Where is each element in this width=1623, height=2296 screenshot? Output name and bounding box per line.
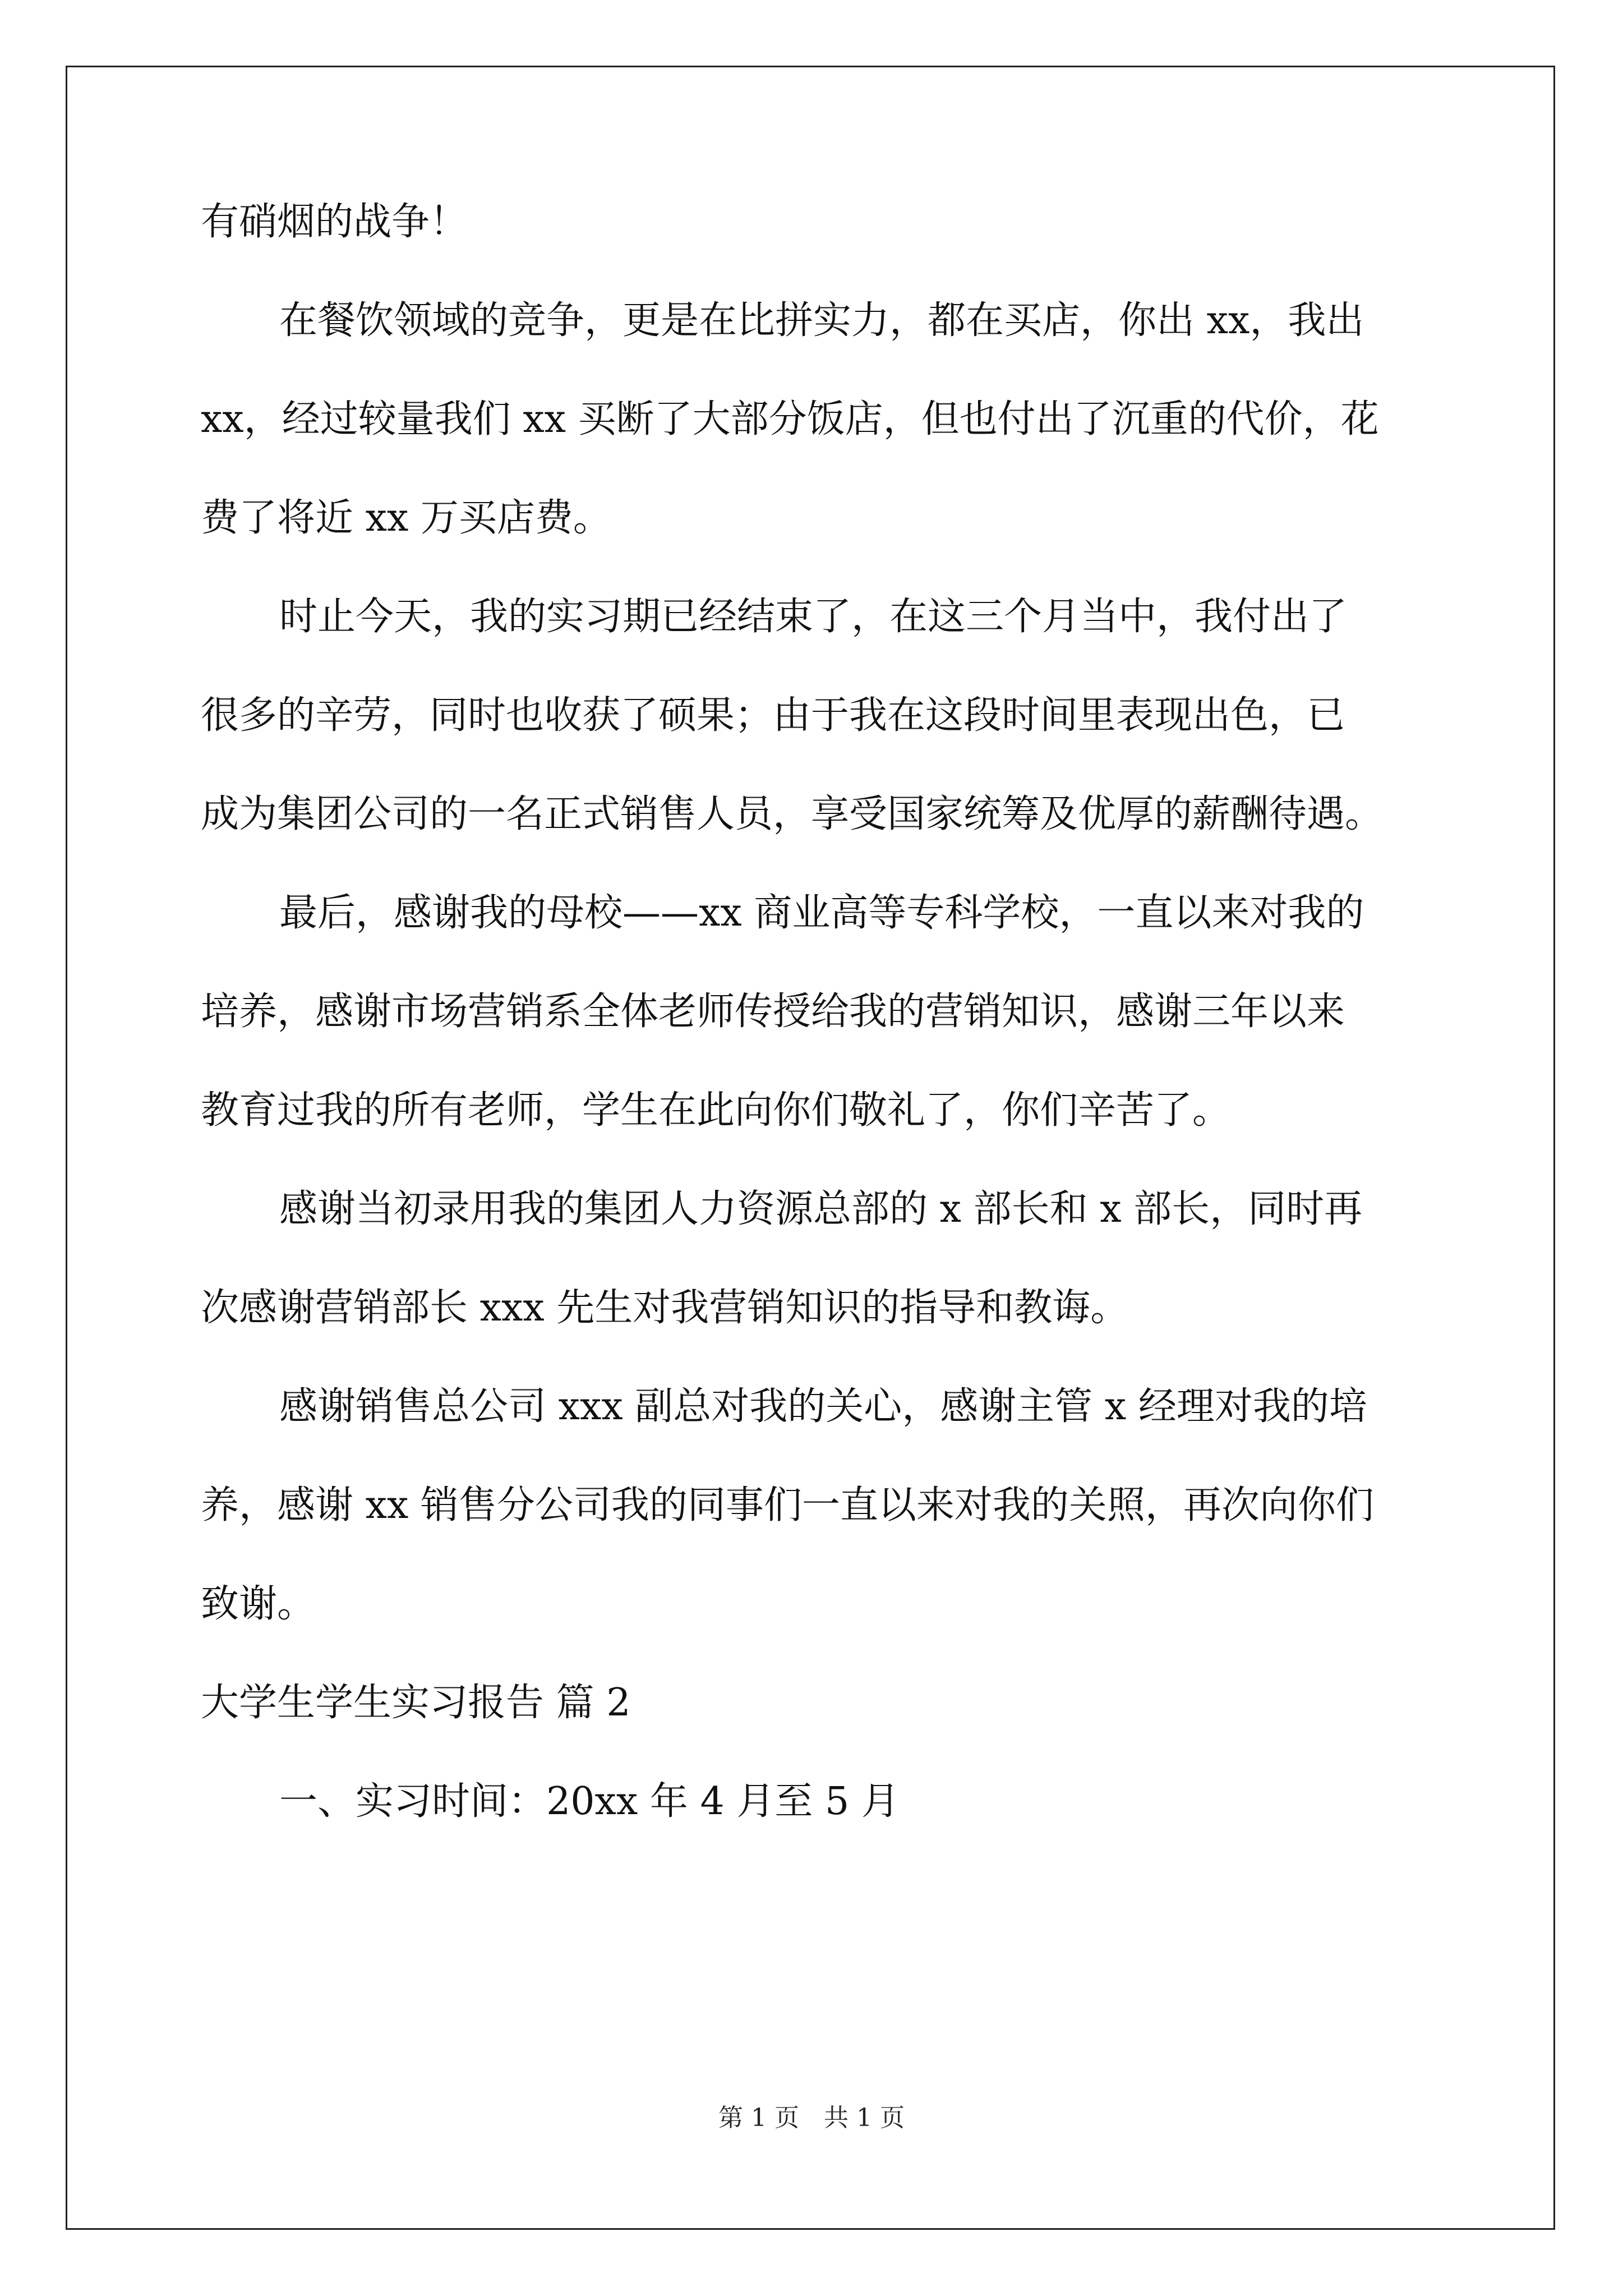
paragraph — [201, 887, 1440, 1137]
paragraph — [201, 295, 1440, 544]
section-heading — [201, 1677, 1440, 1729]
text-line: 最后，感谢我的母校——xx 商业高等专科学校，一直以来对我的 — [279, 891, 1364, 935]
paragraph — [201, 1776, 1440, 1828]
text-line: 养，感谢 xx 销售分公司我的同事们一直以来对我的关照，再次向你们 — [201, 1483, 1374, 1527]
text-line: 很多的辛劳，同时也收获了硕果；由于我在这段时间里表现出色，已 — [201, 693, 1345, 738]
text-line: 感谢销售总公司 xxx 副总对我的关心，感谢主管 x 经理对我的培 — [279, 1384, 1367, 1429]
text-line: 有硝烟的战争！ — [201, 200, 468, 244]
text-line: xx，经过较量我们 xx 买断了大部分饭店，但也付出了沉重的代价，花 — [201, 397, 1379, 441]
text-line: 教育过我的所有老师，学生在此向你们敬礼了，你们辛苦了。 — [201, 1088, 1231, 1133]
text-line: 致谢。 — [201, 1582, 316, 1626]
document-body — [201, 196, 1440, 1875]
page-footer: 第 1 页 共 1 页 — [718, 2104, 905, 2132]
text-line: 成为集团公司的一名正式销售人员，享受国家统筹及优厚的薪酬待遇。 — [201, 792, 1384, 836]
text-line: 时止今天，我的实习期已经结束了，在这三个月当中，我付出了 — [279, 595, 1348, 639]
text-line: 感谢当初录用我的集团人力资源总部的 x 部长和 x 部长，同时再 — [279, 1187, 1363, 1231]
paragraph — [201, 1381, 1440, 1630]
text-line: 费了将近 xx 万买店费。 — [201, 496, 611, 540]
text-line: 次感谢营销部长 xxx 先生对我营销知识的指导和教诲。 — [201, 1286, 1129, 1330]
text-line: 培养，感谢市场营销系全体老师传授给我的营销知识，感谢三年以来 — [201, 990, 1345, 1034]
text-line: 一、实习时间：20xx 年 4 月至 5 月 — [279, 1779, 900, 1824]
paragraph — [201, 196, 1440, 248]
text-line: 大学生学生实习报告 篇 2 — [201, 1681, 631, 1725]
paragraph — [201, 591, 1440, 840]
paragraph — [201, 1184, 1440, 1334]
text-line: 在餐饮领域的竞争，更是在比拼实力，都在买店，你出 xx，我出 — [279, 298, 1364, 343]
